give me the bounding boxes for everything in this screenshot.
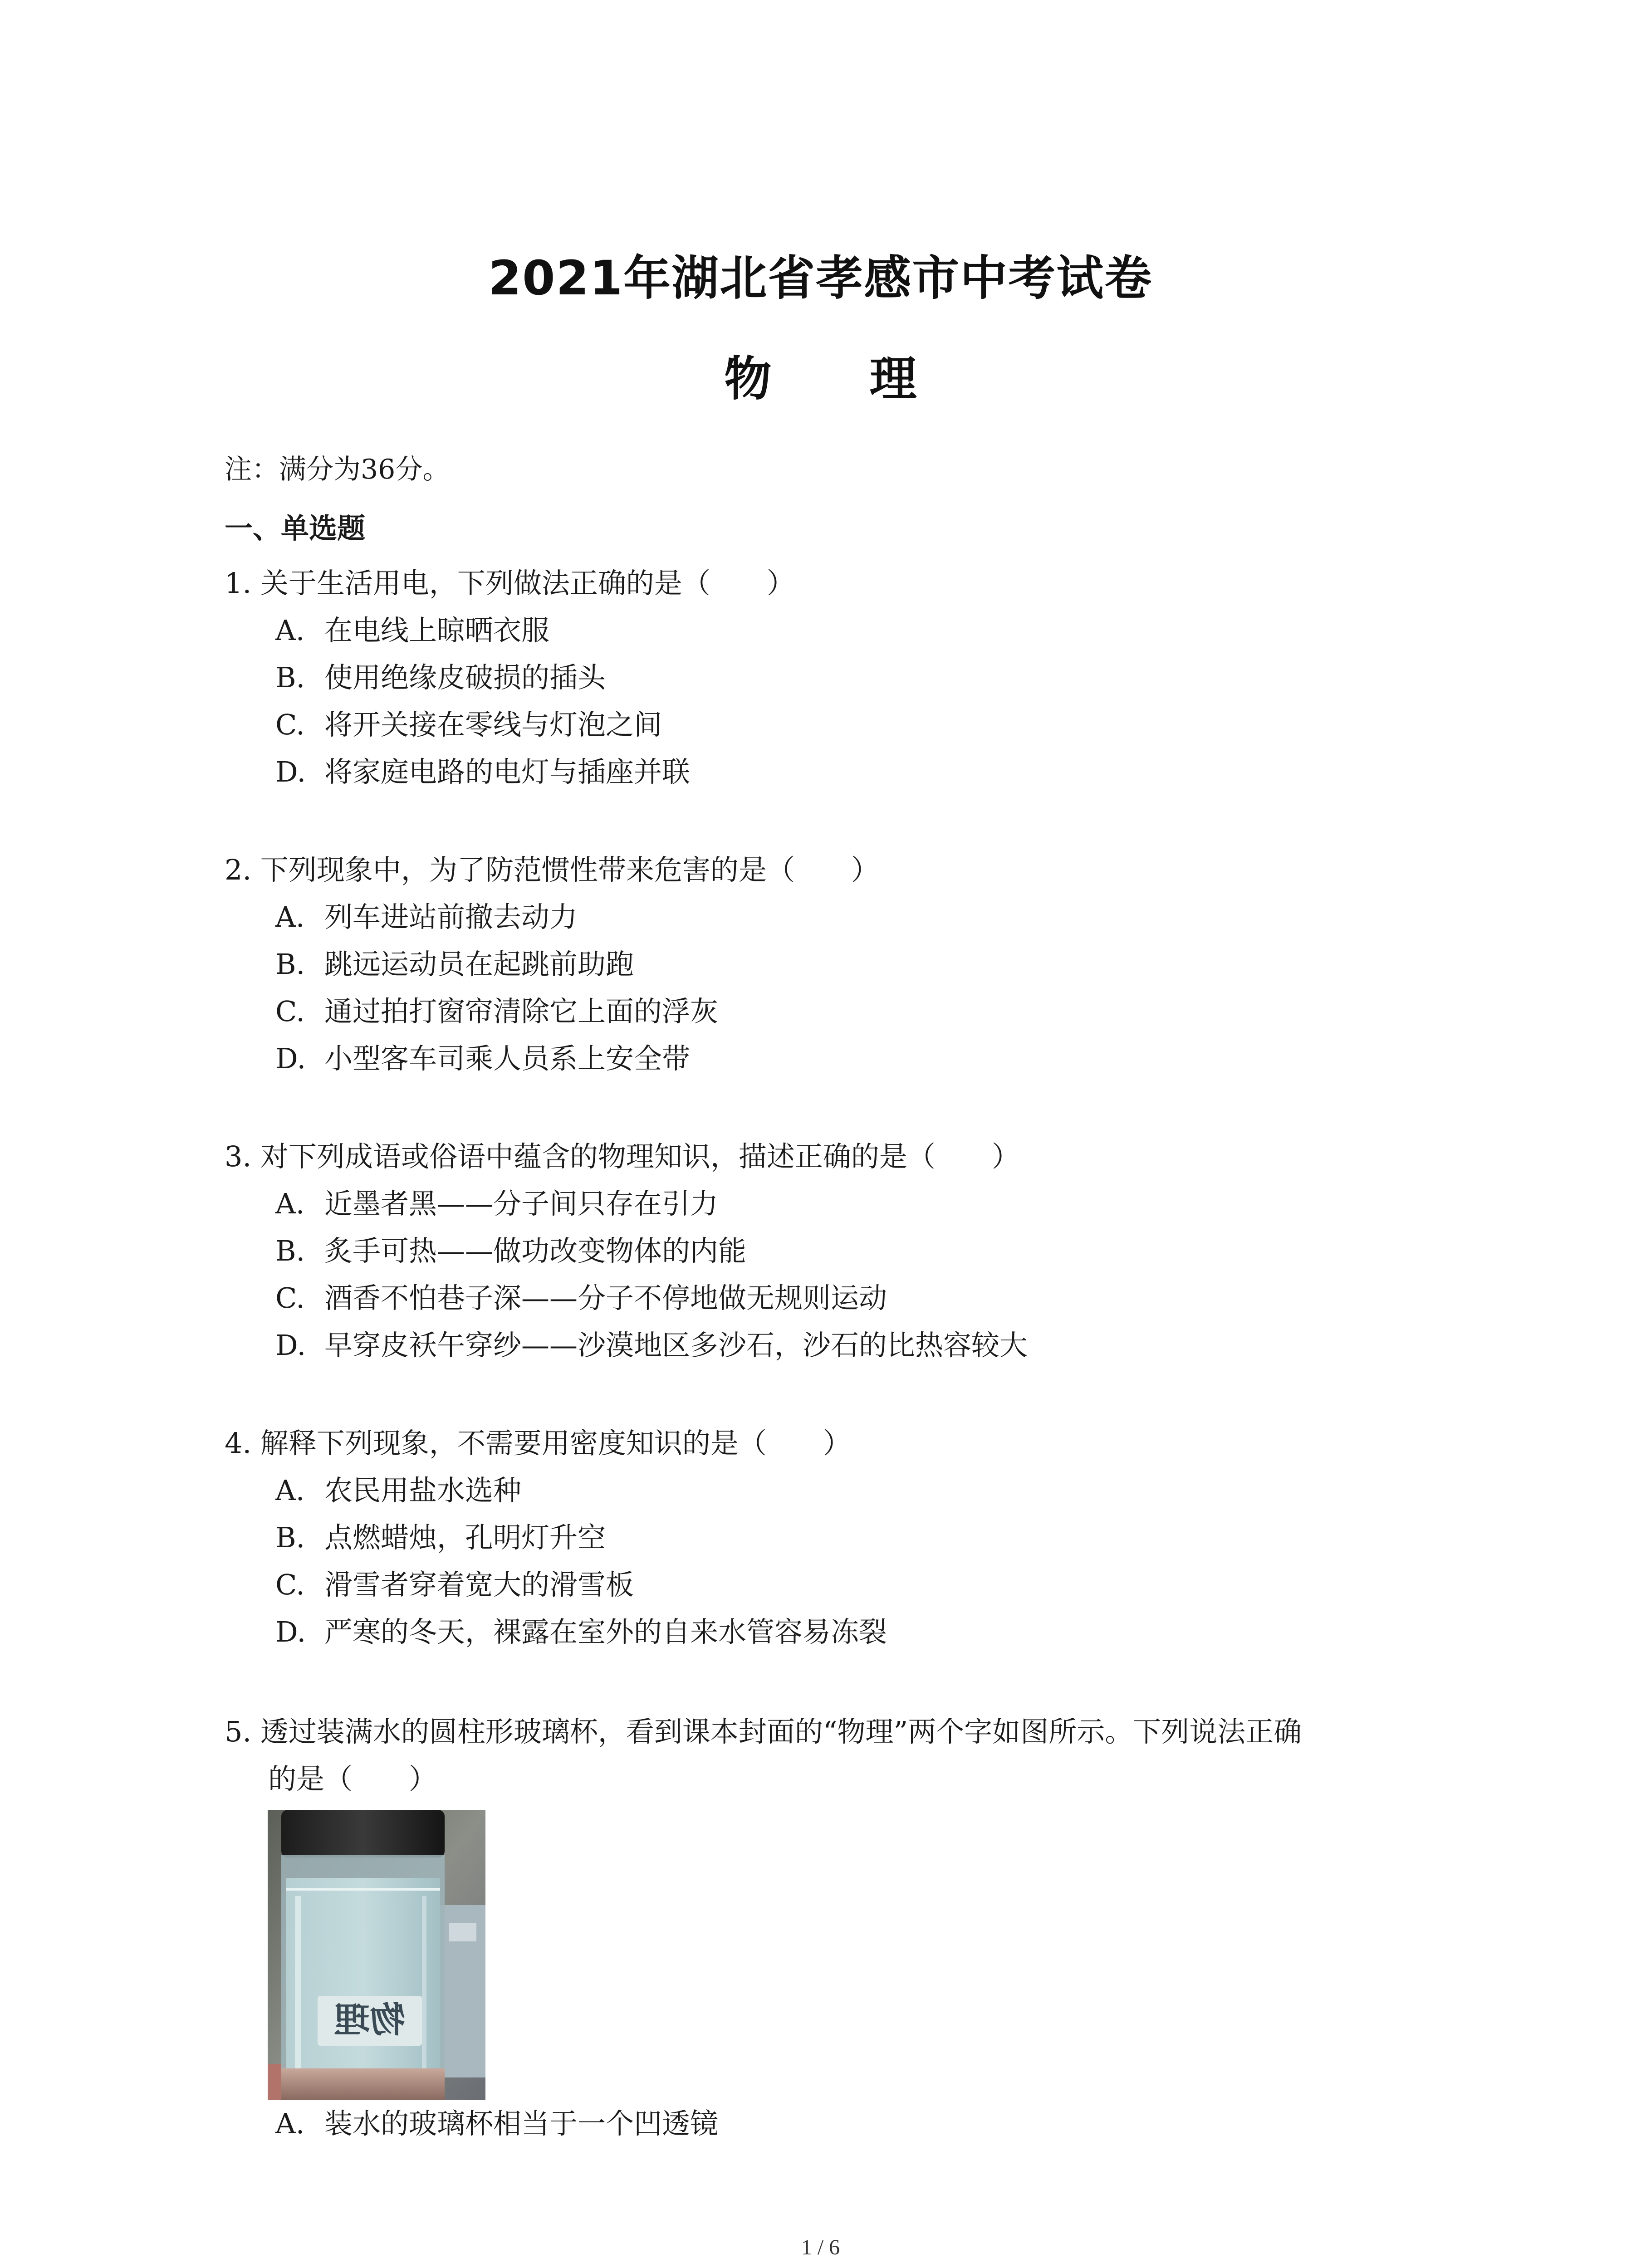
option-b[interactable]: [225, 1227, 1450, 1275]
question-stem-line-2: 的是（ ）: [268, 1762, 437, 1795]
option-d[interactable]: [225, 1035, 1450, 1082]
option-text: 列车进站前撤去动力: [324, 900, 578, 934]
glass-of-water-photo: [268, 1810, 485, 2100]
question-4: [225, 1420, 1450, 1656]
page-number: 1 / 6: [801, 2235, 840, 2259]
option-c[interactable]: [225, 1275, 1450, 1322]
option-text: 将开关接在零线与灯泡之间: [324, 708, 662, 741]
option-text: 早穿皮袄午穿纱——沙漠地区多沙石，沙石的比热容较大: [324, 1329, 1028, 1362]
option-letter: B.: [275, 948, 305, 981]
option-c[interactable]: [225, 988, 1450, 1035]
option-text: 酒香不怕巷子深——分子不停地做无规则运动: [324, 1281, 887, 1315]
option-a[interactable]: [225, 607, 1450, 654]
question-stem: 2. 下列现象中，为了防范惯性带来危害的是（ ）: [225, 853, 879, 886]
option-letter: D.: [275, 1615, 306, 1648]
option-d[interactable]: [225, 748, 1450, 796]
option-c[interactable]: [225, 701, 1450, 748]
option-a[interactable]: [225, 1180, 1450, 1227]
refracted-text: 物理: [334, 2000, 406, 2041]
score-note: 注：满分为36分。: [225, 454, 450, 485]
option-letter: B.: [275, 661, 305, 694]
question-stem: 1. 关于生活用电，下列做法正确的是（ ）: [225, 567, 795, 600]
option-b[interactable]: [225, 941, 1450, 988]
option-letter: D.: [275, 755, 306, 788]
option-b[interactable]: [225, 1514, 1450, 1561]
question-stem: 3. 对下列成语或俗语中蕴含的物理知识，描述正确的是（ ）: [225, 1140, 1020, 1173]
option-text: 使用绝缘皮破损的插头: [324, 661, 606, 694]
option-text: 通过拍打窗帘清除它上面的浮灰: [324, 995, 719, 1028]
question-3: [225, 1133, 1450, 1369]
option-a[interactable]: [225, 1467, 1450, 1514]
option-letter: D.: [275, 1042, 306, 1075]
option-letter: A.: [275, 1187, 305, 1220]
question-1: [225, 560, 1450, 796]
option-letter: C.: [275, 1568, 305, 1601]
option-b[interactable]: [225, 654, 1450, 701]
question-stem: 4. 解释下列现象，不需要用密度知识的是（ ）: [225, 1427, 851, 1460]
option-letter: B.: [275, 1234, 305, 1267]
option-letter: A.: [275, 614, 305, 647]
option-text: 装水的玻璃杯相当于一个凹透镜: [324, 2107, 719, 2140]
option-text: 炙手可热——做功改变物体的内能: [324, 1234, 747, 1267]
option-d[interactable]: [225, 1322, 1450, 1369]
option-d[interactable]: [225, 1608, 1450, 1656]
subject-title: 物 理: [724, 351, 958, 406]
option-text: 跳远运动员在起跳前助跑: [324, 948, 634, 981]
option-text: 在电线上晾晒衣服: [324, 614, 550, 647]
option-text: 严寒的冬天，裸露在室外的自来水管容易冻裂: [324, 1615, 887, 1648]
option-text: 滑雪者穿着宽大的滑雪板: [324, 1568, 634, 1601]
option-a[interactable]: [225, 894, 1450, 941]
question-5: [225, 1708, 1450, 1803]
option-text: 点燃蜡烛，孔明灯升空: [324, 1521, 606, 1554]
option-text: 农民用盐水选种: [324, 1474, 522, 1507]
option-letter: B.: [275, 1521, 305, 1554]
option-letter: A.: [275, 900, 305, 934]
option-letter: D.: [275, 1329, 306, 1362]
option-c[interactable]: [225, 1561, 1450, 1608]
option-letter: C.: [275, 708, 305, 741]
option-text: 将家庭电路的电灯与插座并联: [324, 755, 691, 788]
option-a[interactable]: [275, 2100, 718, 2147]
question-2: [225, 846, 1450, 1082]
option-letter: C.: [275, 1281, 305, 1315]
option-letter: C.: [275, 995, 305, 1028]
section-heading: 一、单选题: [225, 512, 366, 545]
question-stem-line-1: 5. 透过装满水的圆柱形玻璃杯，看到课本封面的“物理”两个字如图所示。下列说法正确: [225, 1715, 1302, 1748]
option-text: 小型客车司乘人员系上安全带: [324, 1042, 691, 1075]
option-letter: A.: [275, 2107, 305, 2140]
option-text: 近墨者黑——分子间只存在引力: [324, 1187, 719, 1220]
exam-title: 2021年湖北省孝感市中考试卷: [488, 250, 1153, 306]
option-letter: A.: [275, 1474, 305, 1507]
